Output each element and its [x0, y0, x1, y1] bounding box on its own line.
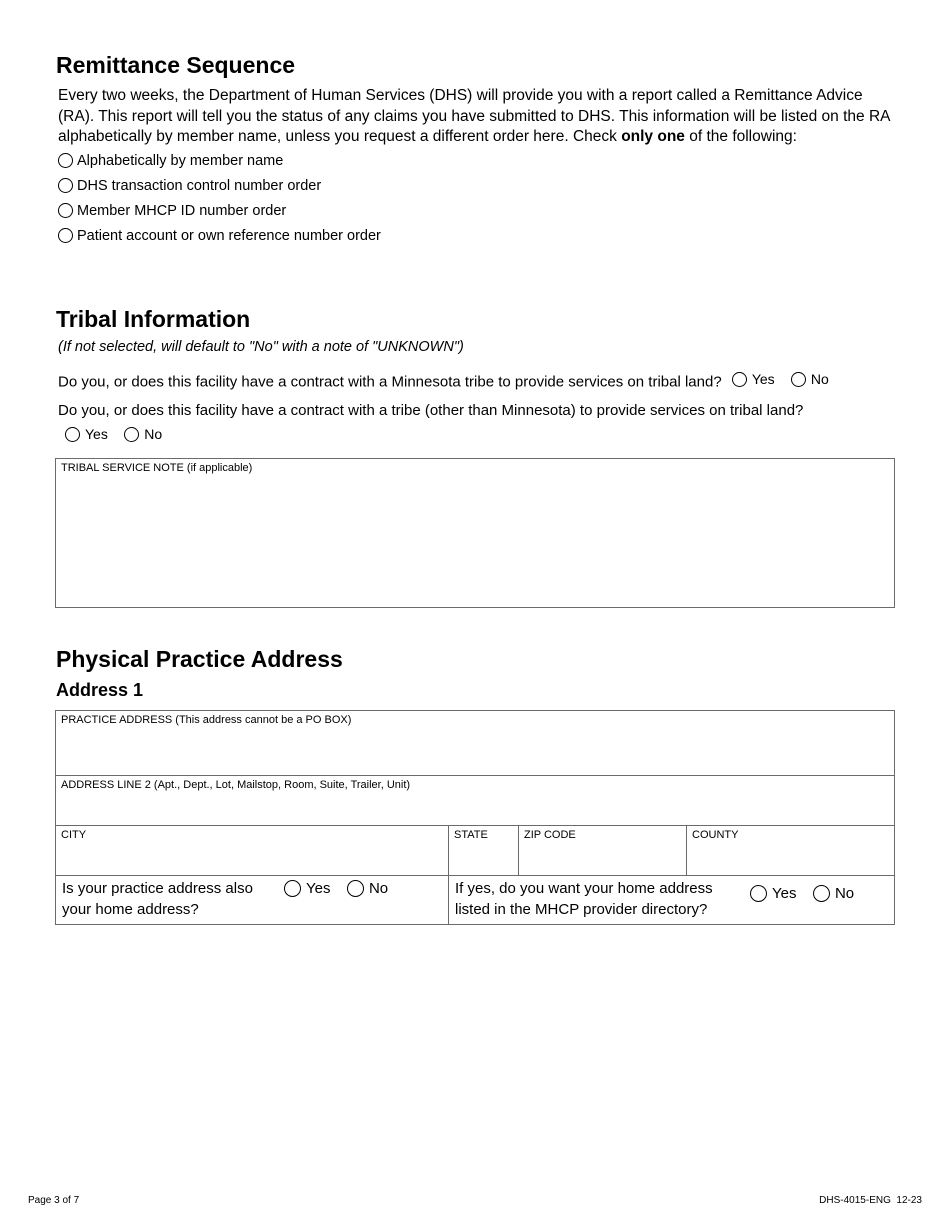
- home-address-answers: [284, 880, 388, 902]
- no-label: No: [834, 885, 855, 902]
- remittance-heading: Remittance Sequence: [56, 52, 296, 78]
- zip-field[interactable]: [518, 826, 686, 875]
- address-subheading: Address 1: [56, 680, 144, 700]
- radio-circle-icon[interactable]: [65, 427, 80, 442]
- option-label: Alphabetically by member name: [77, 153, 284, 169]
- no-label: No: [144, 426, 163, 442]
- yes-label: Yes: [772, 885, 797, 902]
- radio-circle-icon[interactable]: [791, 372, 806, 387]
- home-address-row: [56, 876, 894, 924]
- radio-circle-icon[interactable]: [750, 885, 767, 902]
- option-label: Member MHCP ID number order: [77, 203, 287, 219]
- home-address-question: [62, 878, 253, 920]
- option-label: DHS transaction control number order: [77, 178, 322, 194]
- yes-label: Yes: [751, 371, 775, 387]
- no-label: No: [810, 371, 829, 387]
- city-field[interactable]: [56, 826, 448, 875]
- other-tribe-answers: [65, 426, 162, 447]
- practice-address-field[interactable]: [56, 711, 894, 776]
- yes-label: Yes: [85, 426, 108, 442]
- home-no-option[interactable]: [347, 880, 388, 897]
- county-field[interactable]: [686, 826, 894, 875]
- remittance-intro-end: of the following:: [684, 128, 797, 145]
- radio-circle-icon[interactable]: [58, 153, 73, 168]
- remittance-intro-bold: only one: [621, 128, 685, 145]
- other-yes-option[interactable]: [65, 426, 108, 442]
- radio-circle-icon[interactable]: [58, 203, 73, 218]
- field-label: CITY: [61, 829, 87, 841]
- option-member-id[interactable]: [58, 201, 286, 221]
- city-state-zip-row: [56, 826, 894, 876]
- tribal-question-other: Do you, or does this facility have a contract with a tribe (other than Minnesota) to provide services on tribal land?: [58, 402, 804, 419]
- field-label: COUNTY: [692, 829, 739, 841]
- radio-circle-icon[interactable]: [347, 880, 364, 897]
- radio-circle-icon[interactable]: [813, 885, 830, 902]
- directory-answers: [750, 885, 854, 907]
- radio-circle-icon[interactable]: [284, 880, 301, 897]
- field-label: ADDRESS LINE 2 (Apt., Dept., Lot, Mailstop, Room, Suite, Trailer, Unit): [61, 779, 411, 791]
- form-id: DHS-4015-ENG 12-23: [819, 1195, 922, 1206]
- tribal-heading: Tribal Information: [56, 306, 251, 332]
- question-line: listed in the MHCP provider directory?: [455, 901, 708, 918]
- tribal-question-minnesota: [58, 371, 829, 391]
- yes-label: Yes: [306, 880, 331, 897]
- radio-circle-icon[interactable]: [732, 372, 747, 387]
- remittance-intro-text: Every two weeks, the Department of Human Services (DHS) will provide you with a report called a Remittance Advice (RA). This report will tell you the status of any claims you have submitted to DHS. This information will be listed on the RA alphabetically by member name, unless you request a different order here. Check: [58, 87, 890, 145]
- remittance-intro: [58, 86, 898, 148]
- question-text: Do you, or does this facility have a contract with a Minnesota tribe to provide services on tribal land?: [58, 373, 722, 391]
- question-line: Is your practice address also: [62, 880, 253, 897]
- field-label: STATE: [454, 829, 488, 841]
- question-line: your home address?: [62, 901, 199, 918]
- directory-no-option[interactable]: [813, 885, 854, 902]
- mn-yes-option[interactable]: [732, 371, 775, 387]
- radio-circle-icon[interactable]: [58, 228, 73, 243]
- other-no-option[interactable]: [124, 426, 162, 442]
- mn-no-option[interactable]: [791, 371, 829, 387]
- field-label: ZIP CODE: [524, 829, 576, 841]
- directory-yes-option[interactable]: [750, 885, 796, 902]
- directory-question-cell: [448, 876, 894, 924]
- state-field[interactable]: [448, 826, 518, 875]
- address-heading: Physical Practice Address: [56, 646, 343, 672]
- field-label: TRIBAL SERVICE NOTE (if applicable): [61, 462, 253, 474]
- tribal-service-note-field[interactable]: [55, 458, 895, 608]
- directory-question: [455, 878, 713, 920]
- address-table: [55, 710, 895, 925]
- radio-circle-icon[interactable]: [124, 427, 139, 442]
- tribal-note: (If not selected, will default to "No" with a note of "UNKNOWN"): [58, 339, 464, 355]
- address-line2-field[interactable]: [56, 776, 894, 826]
- question-line: If yes, do you want your home address: [455, 880, 713, 897]
- no-label: No: [368, 880, 389, 897]
- page-number: Page 3 of 7: [28, 1195, 80, 1206]
- option-alphabetical[interactable]: [58, 151, 283, 171]
- option-transaction-number[interactable]: [58, 176, 321, 196]
- home-yes-option[interactable]: [284, 880, 330, 897]
- option-label: Patient account or own reference number order: [77, 228, 381, 244]
- field-label: PRACTICE ADDRESS (This address cannot be a PO BOX): [61, 714, 352, 726]
- radio-circle-icon[interactable]: [58, 178, 73, 193]
- option-patient-account[interactable]: [58, 226, 381, 246]
